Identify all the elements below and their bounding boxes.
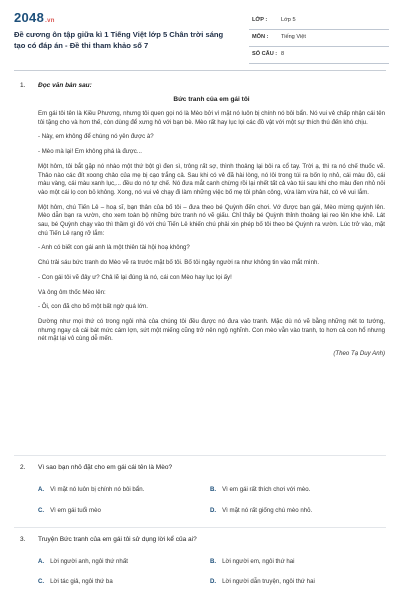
option-b[interactable] — [210, 486, 310, 493]
option-a[interactable] — [38, 486, 144, 493]
passage-paragraph: Một hôm, tôi bắt gặp nó nhào một thứ bột gì đen sì, trông rất sợ, thình thoảng lại bôi ra cổ tay. Trời ạ, thì ra nó chế thuốc vẽ. Thảo nào các đít xoong chảo của mẹ bị cạo trắng cả. Sau khi có vẻ đã hài lòng, nó lôi trong túi ra bốn lọ nhỏ, cái màu đỏ, cái màu vàng, cái màu xanh lục,... đều do nó tự chế. Nó đưa mắt canh chừng rồi lại nhết tất cả vào túi sau khi cho màu đen nhỏ nỏi vào một cái lọ con bỏ không. Xong, nó vui vẻ chạy đi làm những việc bố mẹ tôi phân công, vừa làm vừa hát, có vẻ vui lắm. — [38, 162, 385, 196]
passage-paragraph: - Anh có biết con gái anh là một thiên tài hội hoạ không? — [38, 244, 190, 252]
meta-value: 8 — [281, 51, 285, 57]
logo-text: 2048 — [14, 10, 45, 25]
option-text: Lời người dẫn truyện, ngôi thứ hai — [222, 578, 315, 585]
option-text: Lời tác giả, ngôi thứ ba — [50, 578, 113, 585]
option-letter: C. — [38, 507, 45, 514]
question-number: 1. — [20, 82, 26, 89]
header — [0, 0, 400, 66]
passage-paragraph: Chú trải sáu bức tranh do Mèo vẽ ra trước mặt bố tôi. Bố tôi ngây người ra như không tin vào mắt mình. — [38, 259, 320, 267]
passage-paragraph: Em gái tôi tên là Kiều Phương, nhưng tôi quen gọi nó là Mèo bởi vì mặt nó luôn bị chính nó bôi bẩn. Nó vui vẻ chấp nhận cái tên tôi tặng cho và hơn thế, còn dùng để xưng hô với bạn bè. Mèo rất hay lục lọi các đồ vật với một sự thích thú đến khó chịu. — [38, 110, 385, 126]
passage-paragraph: Dường như mọi thứ có trong ngôi nhà của chúng tôi đều được nó đưa vào tranh. Mặc dù nó vẽ bằng những nét to tướng, nhưng ngay cả cái bát mức cám lợn, sứt một miếng cũng trở nên ngộ nghĩnh. Con mèo vằn vào tranh, to hơn cả con hổ nhưng nét mặt lại vô cùng dễ mến. — [38, 317, 385, 343]
option-a[interactable] — [38, 558, 128, 565]
passage-paragraph: Và ông ôm thốc Mèo lên: — [38, 288, 106, 296]
meta-row-question-count — [249, 47, 389, 64]
option-c[interactable] — [38, 578, 113, 585]
option-text: Vì mặt nó rất giống chú mèo nhỏ. — [222, 507, 313, 514]
meta-row-grade — [249, 13, 389, 30]
option-letter: D. — [210, 578, 217, 585]
option-d[interactable] — [210, 578, 315, 585]
reading-passage — [38, 96, 385, 357]
option-letter: B. — [210, 486, 217, 493]
option-letter: D. — [210, 507, 217, 514]
option-text: Lời người em, ngôi thứ hai — [222, 558, 295, 565]
passage-paragraph: - Này, em không để chúng nó yên được à? — [38, 133, 154, 141]
meta-row-subject — [249, 30, 389, 47]
option-letter: C. — [38, 578, 45, 585]
meta-key: SỐ CÂU : — [252, 51, 278, 57]
option-letter: A. — [38, 558, 45, 565]
option-letter: A. — [38, 486, 45, 493]
meta-value: Tiếng Việt — [281, 34, 306, 40]
site-logo[interactable] — [14, 10, 55, 25]
option-c[interactable] — [38, 507, 101, 514]
document-title: Đề cương ôn tập giữa kì 1 Tiếng Việt lớp 5 Chân trời sáng tạo có đáp án - Đề thi tham khảo số 7 — [14, 30, 224, 50]
passage-paragraph: - Con gái tôi vẽ đây ư? Chả lẽ lại đúng là nó, cái con Mèo hay lục lọi ấy! — [38, 273, 232, 281]
meta-key: MÔN : — [252, 34, 269, 40]
question-prompt: Vì sao bạn nhỏ đặt cho em gái cái tên là Mèo? — [38, 464, 173, 471]
passage-paragraph: Một hôm, chú Tiến Lê – hoạ sĩ, bạn thân của bố tôi – đưa theo bé Quỳnh đến chơi. Vớ được bạn gái, Mèo mừng quýnh lên. Mèo dẫn bạn ra vườn, cho xem toàn bộ những bức tranh nó vẽ giấu. Chỉ thấy bé Quỳnh thỉnh thoảng lại reo lên khe khẽ. Lát sau, bé Quỳnh chạy vào thì thầm gì đó với chú Tiến Lê khiến chú phải xin phép bố tôi theo bé Quỳnh ra vườn. Lúc trở vào, mặt chú Tiến Lê rạng rỡ lắm: — [38, 203, 385, 237]
logo-suffix: .vn — [45, 18, 55, 24]
question-divider — [14, 527, 386, 528]
passage-author: (Theo Tạ Duy Anh) — [333, 350, 385, 358]
option-letter: B. — [210, 558, 217, 565]
option-text: Vì em gái tuổi mèo — [50, 507, 101, 514]
question-divider — [14, 455, 386, 456]
option-d[interactable] — [210, 507, 312, 514]
meta-table — [249, 13, 389, 64]
option-b[interactable] — [210, 558, 294, 565]
passage-paragraph: - Ôi, con đã cho bố một bất ngờ quá lớn. — [38, 303, 148, 311]
question-prompt: Truyện Bức tranh của em gái tôi sử dụng lời kể của ai? — [38, 536, 197, 543]
question-prompt: Đọc văn bản sau: — [38, 82, 92, 89]
header-divider — [14, 70, 386, 71]
option-text: Lời người anh, ngôi thứ nhất — [50, 558, 128, 565]
option-text: Vì em gái rất thích chơi với mèo. — [222, 486, 311, 493]
meta-value: Lớp 5 — [281, 17, 296, 23]
option-text: Vì mặt nó luôn bị chính nó bôi bẩn. — [50, 486, 145, 493]
passage-paragraph: - Mèo mà lại! Em không phá là được... — [38, 148, 142, 156]
meta-key: LỚP : — [252, 17, 268, 23]
question-number: 2. — [20, 464, 26, 471]
question-number: 3. — [20, 536, 26, 543]
passage-title: Bức tranh của em gái tôi — [173, 96, 250, 103]
